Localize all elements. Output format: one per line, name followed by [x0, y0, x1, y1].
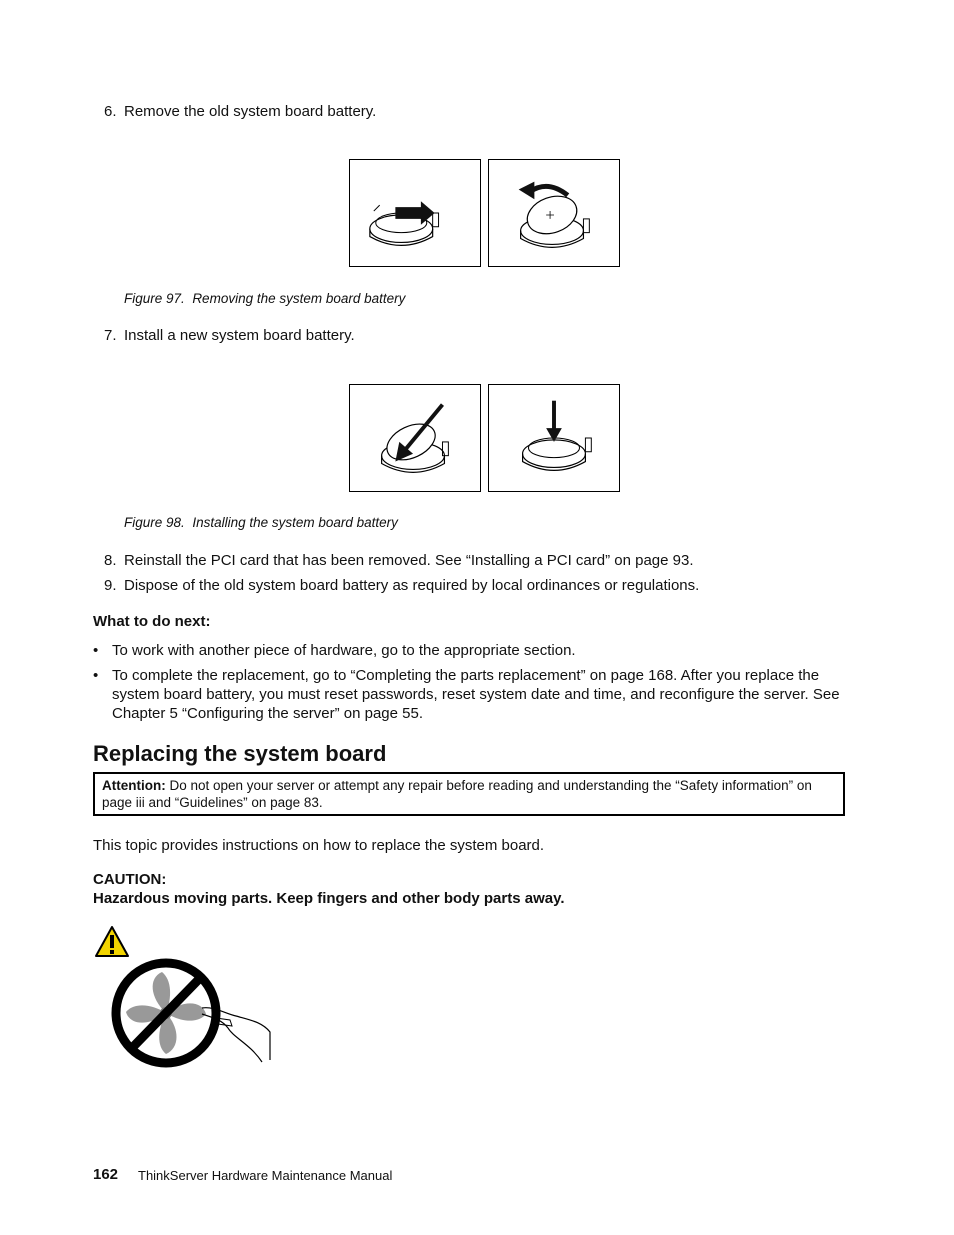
- battery-press-down-illustration: [489, 385, 619, 491]
- step-number: 8.: [104, 552, 117, 569]
- step-text: Install a new system board battery.: [124, 327, 355, 344]
- section-title: Replacing the system board: [93, 741, 387, 766]
- battery-lift-illustration: [489, 160, 619, 266]
- figure-97-caption: [124, 291, 405, 306]
- step-text: Remove the old system board battery.: [124, 103, 377, 120]
- step-text: Reinstall the PCI card that has been removed. See “Installing a PCI card” on page 93.: [124, 552, 694, 569]
- figure-97-panel-1: [349, 159, 481, 267]
- figure-98-caption: [124, 515, 398, 530]
- list-item: To complete the replacement, go to “Completing the parts replacement” on page 168. After you replace the system board battery, you must reset passwords, reset system date and time, and reconfigure the server. See Chapter 5 “Configuring the server” on page 55.: [112, 667, 840, 722]
- step-number: 9.: [104, 577, 117, 594]
- figure-caption-text: Removing the system board battery: [192, 291, 406, 306]
- figure-98-panel-2: [488, 384, 620, 492]
- attention-text: Do not open your server or attempt any repair before reading and understanding the “Safety information” on page iii and “Guidelines” on page 83.: [102, 778, 812, 810]
- hazardous-fan-icon: [110, 958, 275, 1068]
- step-text: Dispose of the old system board battery as required by local ordinances or regulations.: [124, 577, 700, 594]
- caution-text: Hazardous moving parts. Keep fingers and other body parts away.: [93, 890, 565, 907]
- figure-label: Figure 97.: [124, 291, 185, 306]
- intro-text: This topic provides instructions on how to replace the system board.: [93, 837, 545, 854]
- attention-notice: [93, 772, 845, 816]
- list-item: To work with another piece of hardware, go to the appropriate section.: [112, 642, 576, 659]
- caution-label: CAUTION:: [93, 871, 167, 888]
- battery-insert-angle-illustration: [350, 385, 480, 491]
- figure-97-panel-2: [488, 159, 620, 267]
- warning-triangle-icon: [94, 925, 130, 959]
- figure-caption-text: Installing the system board battery: [192, 515, 398, 530]
- manual-title: ThinkServer Hardware Maintenance Manual: [138, 1168, 393, 1183]
- page-number: 162: [93, 1166, 119, 1183]
- bullet-icon: •: [93, 642, 99, 659]
- next-list: [93, 641, 853, 731]
- attention-label: Attention:: [102, 778, 166, 793]
- next-heading: What to do next:: [93, 613, 211, 630]
- figure-98-panel-1: [349, 384, 481, 492]
- figure-label: Figure 98.: [124, 515, 185, 530]
- step-number: 6.: [104, 103, 117, 120]
- bullet-icon: •: [93, 667, 99, 684]
- step-number: 7.: [104, 327, 117, 344]
- battery-holder-push-illustration: [350, 160, 480, 266]
